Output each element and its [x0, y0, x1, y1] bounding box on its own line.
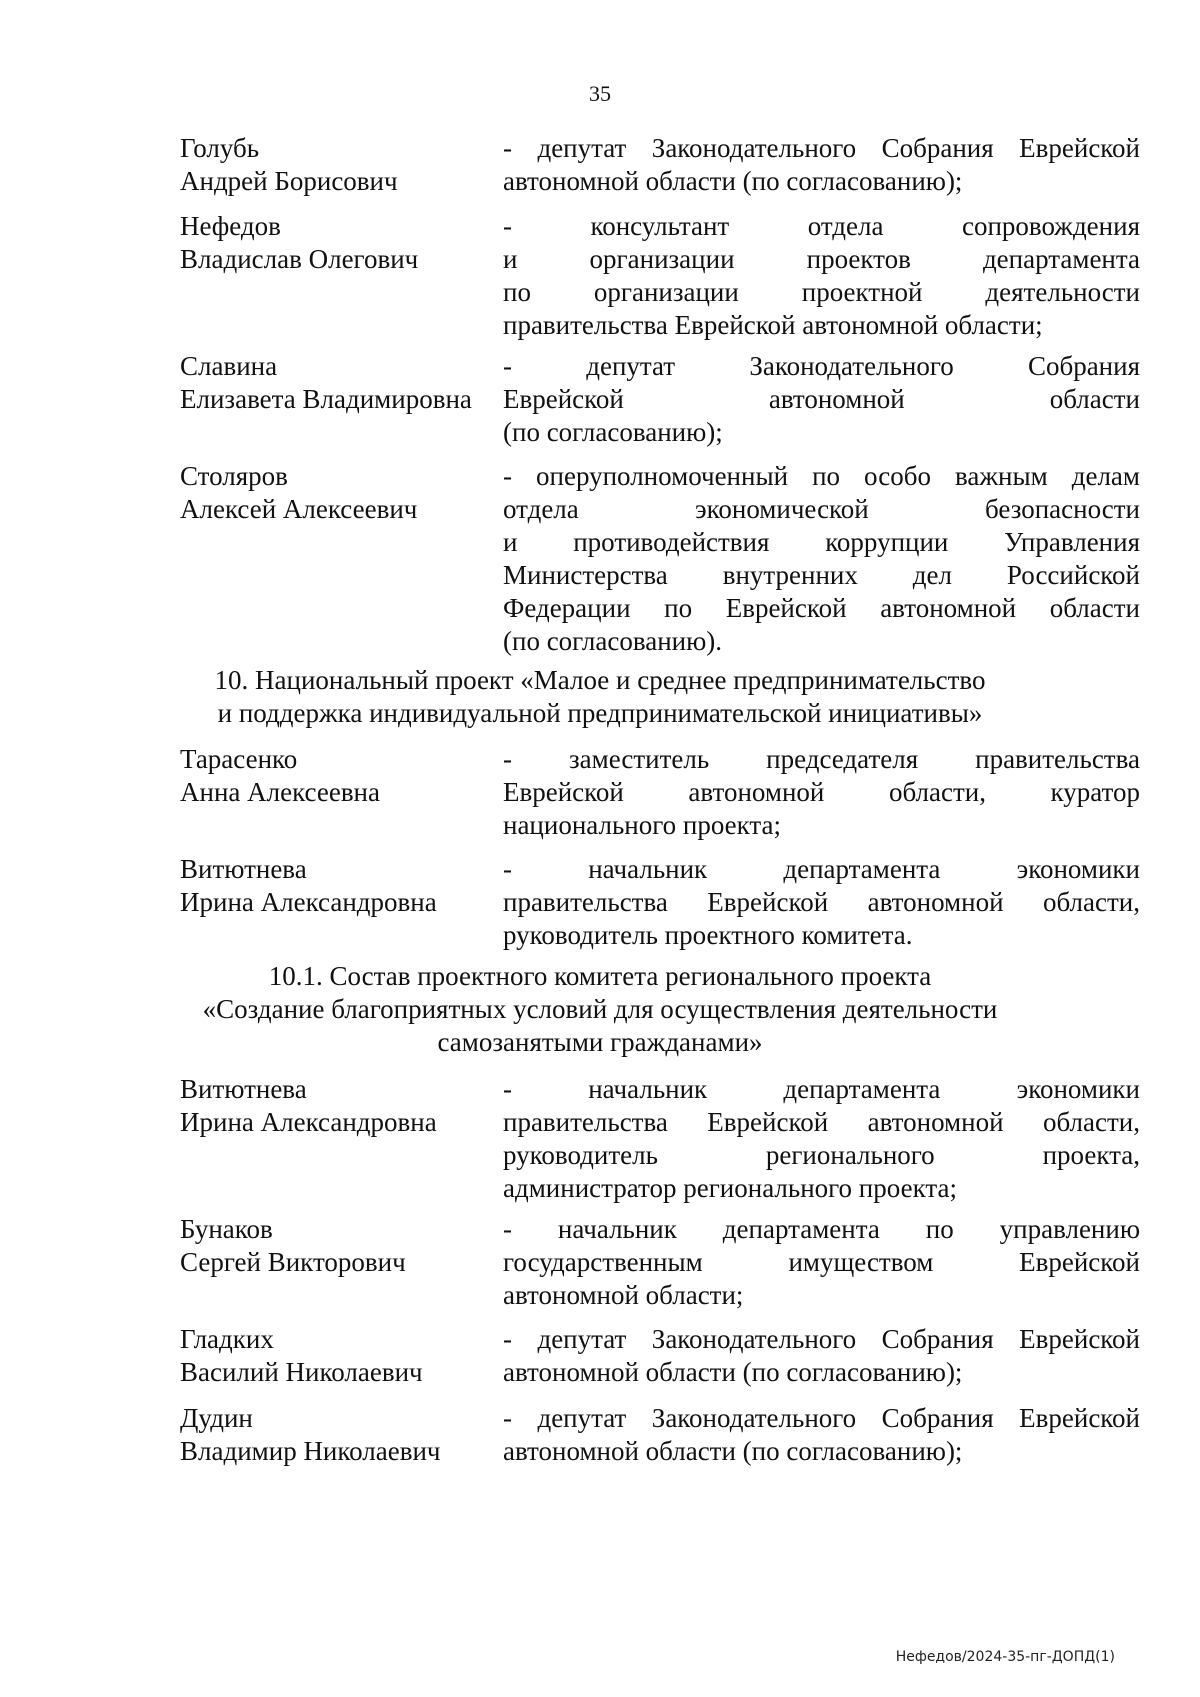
role-line: правительства Еврейской автономной области, [503, 887, 1140, 917]
role-line: государственным имуществом Еврейской [503, 1247, 1140, 1277]
member-given-names: Анна Алексеевна [180, 777, 380, 807]
member-given-names: Алексей Алексеевич [180, 494, 418, 524]
member-given-names: Ирина Александровна [180, 1107, 437, 1137]
member-surname: Тарасенко [180, 744, 298, 774]
member-role [503, 1402, 1140, 1468]
role-line: отдела экономической безопасности [503, 494, 1140, 524]
page-number: 35 [589, 81, 611, 106]
role-line: - начальник департамента экономики [503, 854, 1140, 884]
member-surname: Витютнева [180, 854, 307, 884]
role-line: - оперуполномоченный по особо важным делам [503, 461, 1140, 491]
role-line: правительства Еврейской автономной области; [503, 310, 1043, 340]
role-line: правительства Еврейской автономной области, [503, 1107, 1140, 1137]
section-heading [0, 960, 1200, 1059]
member-given-names: Владислав Олегович [180, 244, 419, 274]
role-line: - начальник департамента экономики [503, 1074, 1140, 1104]
member-role [503, 460, 1140, 658]
heading-line: 10. Национальный проект «Малое и среднее предпринимательство [214, 665, 986, 695]
member-name [180, 460, 500, 526]
member-name [180, 1073, 500, 1139]
role-line: (по согласованию); [503, 417, 723, 447]
role-line: автономной области (по согласованию); [503, 1436, 963, 1466]
member-given-names: Андрей Борисович [180, 166, 398, 196]
role-line: - депутат Законодательного Собрания Еврейской [503, 133, 1140, 163]
member-role [503, 1213, 1140, 1312]
member-surname: Столяров [180, 461, 288, 491]
document-registration-code: Нефедов/2024-35-пг-ДОПД(1) [895, 1649, 1115, 1665]
member-surname: Славина [180, 351, 278, 381]
role-line: Федерации по Еврейской автономной области [503, 593, 1140, 623]
member-surname: Бунаков [180, 1214, 273, 1244]
heading-line: и поддержка индивидуальной предпринимательской инициативы» [217, 698, 983, 728]
heading-line: самозанятыми гражданами» [437, 1027, 763, 1057]
member-name [180, 853, 500, 919]
member-surname: Дудин [180, 1403, 253, 1433]
member-surname: Нефедов [180, 211, 281, 241]
section-heading [0, 664, 1200, 730]
role-line: руководитель проектного комитета. [503, 920, 913, 950]
member-name [180, 1402, 500, 1468]
member-surname: Гладких [180, 1324, 274, 1354]
member-role [503, 853, 1140, 952]
role-line: Еврейской автономной области, куратор [503, 777, 1140, 807]
role-line: - заместитель председателя правительства [503, 744, 1140, 774]
heading-line: «Создание благоприятных условий для осуществления деятельности [202, 994, 998, 1024]
member-given-names: Елизавета Владимировна [180, 384, 472, 414]
role-line: автономной области (по согласованию); [503, 166, 963, 196]
member-role [503, 1073, 1140, 1205]
role-line: руководитель регионального проекта, [503, 1140, 1140, 1170]
role-line: автономной области (по согласованию); [503, 1357, 963, 1387]
member-role [503, 743, 1140, 842]
member-given-names: Ирина Александровна [180, 887, 437, 917]
member-name [180, 1323, 500, 1389]
role-line: - депутат Законодательного Собрания [503, 351, 1140, 381]
member-name [180, 1213, 500, 1279]
member-given-names: Сергей Викторович [180, 1247, 406, 1277]
member-role [503, 210, 1140, 342]
role-line: и противодействия коррупции Управления [503, 527, 1140, 557]
role-line: - начальник департамента по управлению [503, 1214, 1140, 1244]
role-line: - консультант отдела сопровождения [503, 211, 1140, 241]
member-role [503, 132, 1140, 198]
role-line: по организации проектной деятельности [503, 277, 1140, 307]
member-surname: Витютнева [180, 1074, 307, 1104]
role-line: национального проекта; [503, 810, 782, 840]
member-role [503, 1323, 1140, 1389]
role-line: Еврейской автономной области [503, 384, 1140, 414]
role-line: - депутат Законодательного Собрания Еврейской [503, 1324, 1140, 1354]
role-line: и организации проектов департамента [503, 244, 1140, 274]
heading-line: 10.1. Состав проектного комитета регионального проекта [268, 961, 932, 991]
member-name [180, 350, 500, 416]
role-line: администратор регионального проекта; [503, 1173, 957, 1203]
member-given-names: Владимир Николаевич [180, 1436, 441, 1466]
member-name [180, 743, 500, 809]
role-line: Министерства внутренних дел Российской [503, 560, 1140, 590]
member-surname: Голубь [180, 133, 260, 163]
member-role [503, 350, 1140, 449]
member-given-names: Василий Николаевич [180, 1357, 423, 1387]
role-line: автономной области; [503, 1280, 744, 1310]
member-name [180, 132, 500, 198]
role-line: - депутат Законодательного Собрания Еврейской [503, 1403, 1140, 1433]
role-line: (по согласованию). [503, 626, 723, 656]
member-name [180, 210, 500, 276]
